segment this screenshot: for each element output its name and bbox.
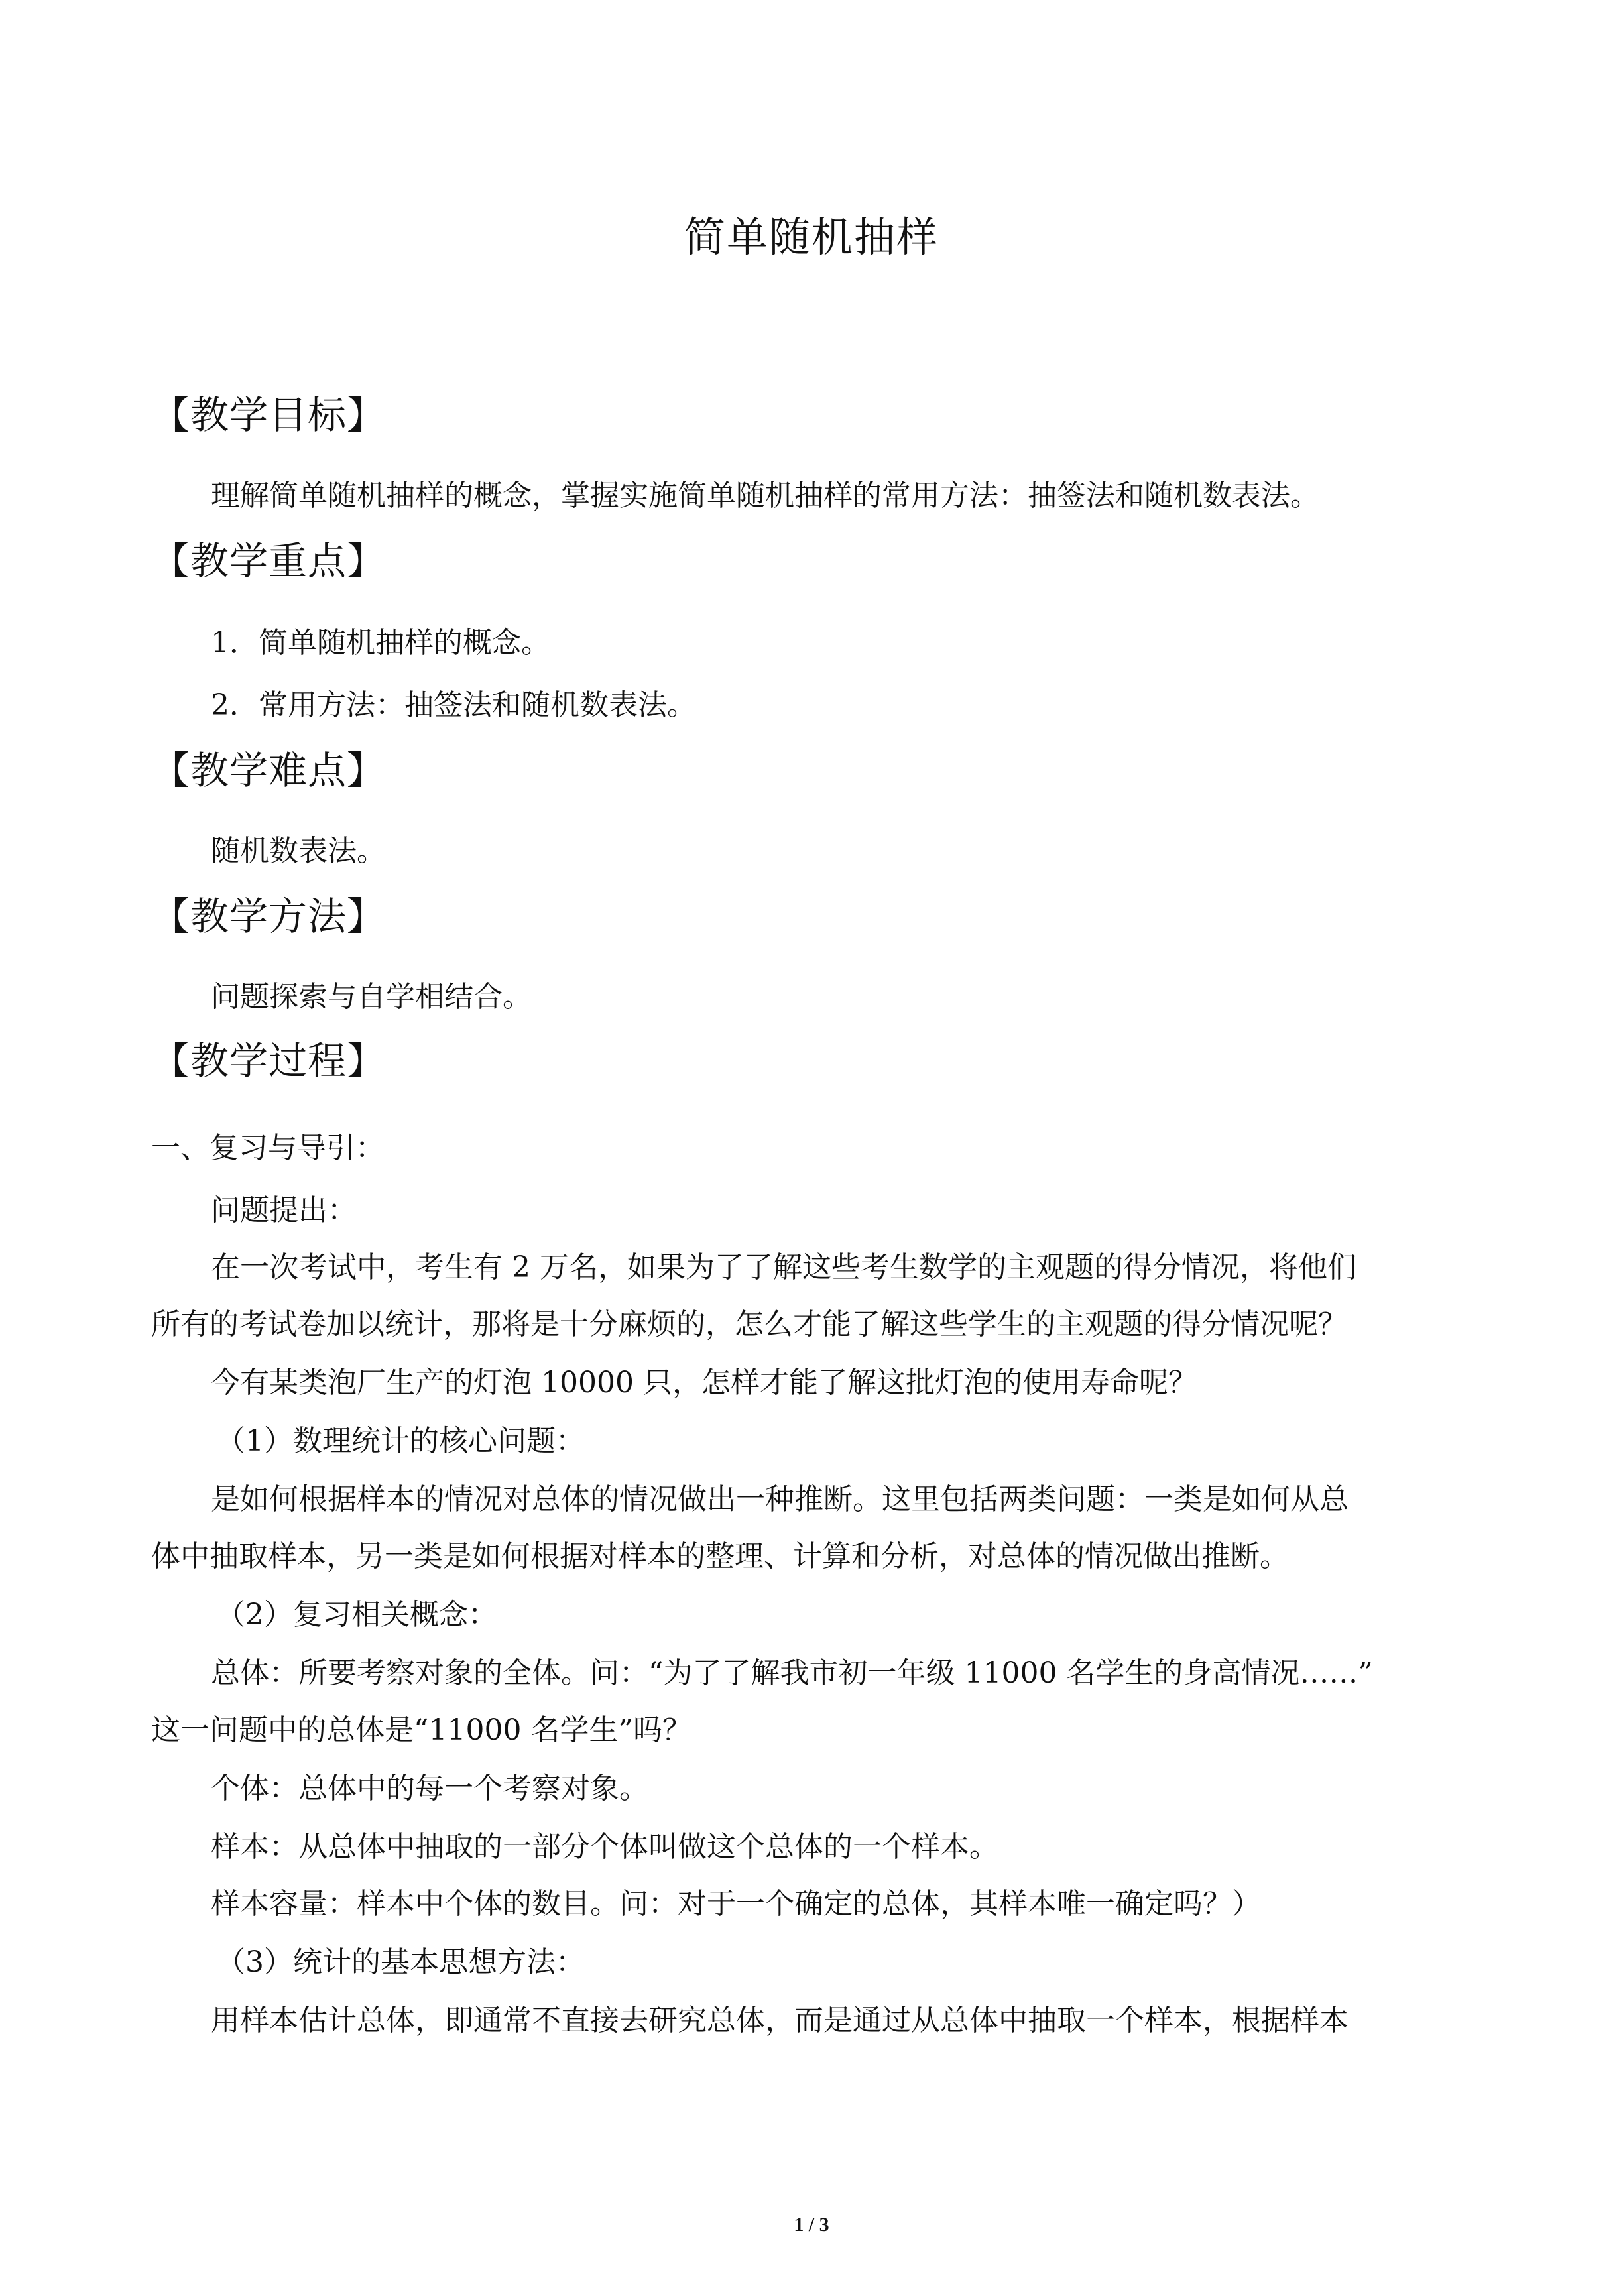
methods-text: 问题探索与自学相结合。 — [211, 980, 532, 1014]
sub-3-title: （3）统计的基本思想方法： — [216, 1945, 585, 1979]
sample-definition: 样本：从总体中抽取的一部分个体叫做这个总体的一个样本。 — [211, 1830, 998, 1864]
key-point-item-2: 2．常用方法：抽签法和随机数表法。 — [211, 688, 696, 722]
population-line-2: 这一问题中的总体是“11000 名学生”吗？ — [151, 1713, 691, 1747]
sub-2-title: （2）复习相关概念： — [216, 1598, 497, 1632]
section-heading-difficulties: 【教学难点】 — [151, 748, 387, 793]
section-heading-key-points: 【教学重点】 — [151, 538, 387, 583]
process-part1-title: 一、复习与导引： — [151, 1131, 385, 1165]
sub-1-line-1: 是如何根据样本的情况对总体的情况做出一种推断。这里包括两类问题：一类是如何从总 — [211, 1482, 1349, 1516]
section-heading-objectives: 【教学目标】 — [151, 393, 387, 438]
question-1-line-1: 在一次考试中，考生有 2 万名，如果为了了解这些考生数学的主观题的得分情况，将他们 — [211, 1250, 1356, 1284]
objectives-text: 理解简单随机抽样的概念，掌握实施简单随机抽样的常用方法：抽签法和随机数表法。 — [211, 479, 1319, 513]
sub-3-line-1: 用样本估计总体，即通常不直接去研究总体，而是通过从总体中抽取一个样本，根据样本 — [211, 2004, 1349, 2037]
population-line-1: 总体：所要考察对象的全体。问：“为了了解我市初一年级 11000 名学生的身高情况……” — [211, 1656, 1373, 1690]
document-title: 简单随机抽样 — [684, 213, 939, 261]
section-heading-methods: 【教学方法】 — [151, 894, 387, 939]
question-2: 今有某类泡厂生产的灯泡 10000 只，怎样才能了解这批灯泡的使用寿命呢？ — [211, 1366, 1197, 1400]
sub-1-line-2: 体中抽取样本，另一类是如何根据对样本的整理、计算和分析，对总体的情况做出推断。 — [151, 1540, 1289, 1573]
key-point-item-1: 1．简单随机抽样的概念。 — [211, 626, 550, 660]
question-label: 问题提出： — [211, 1193, 357, 1227]
section-heading-process: 【教学过程】 — [151, 1038, 387, 1083]
sub-1-title: （1）数理统计的核心问题： — [216, 1424, 585, 1458]
individual-definition: 个体：总体中的每一个考察对象。 — [211, 1772, 648, 1805]
difficulties-text: 随机数表法。 — [211, 834, 386, 868]
question-1-line-2: 所有的考试卷加以统计，那将是十分麻烦的，怎么才能了解这些学生的主观题的得分情况呢？ — [151, 1307, 1347, 1341]
page-number: 1 / 3 — [794, 2214, 829, 2236]
sample-size-definition: 样本容量：样本中个体的数目。问：对于一个确定的总体，其样本唯一确定吗？） — [211, 1887, 1261, 1921]
